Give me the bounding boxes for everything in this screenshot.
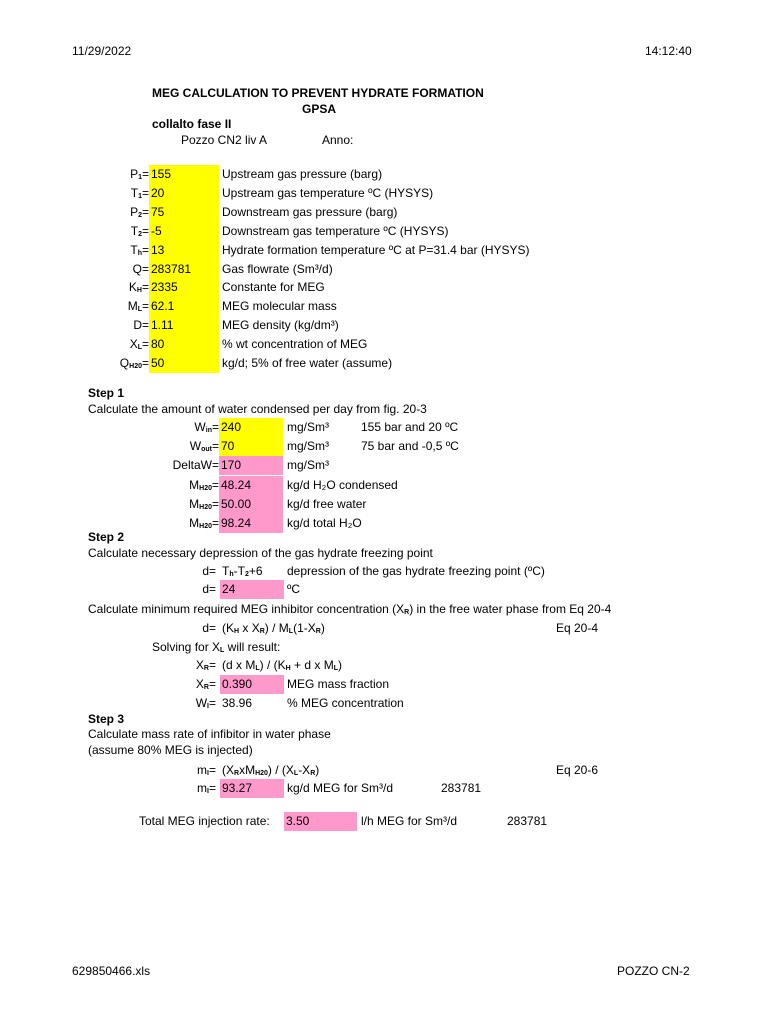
wi-label: $W_I=$ — [195, 696, 216, 710]
param-value: 75 — [149, 203, 219, 222]
step1-condition: 75 bar and -0,5 ºC — [361, 439, 459, 453]
step1-label: $W_{in}=$ — [194, 420, 219, 434]
d-formula: $T_h-T_2+6$ — [222, 564, 263, 578]
param-label: $X_L=$ — [129, 337, 149, 351]
d-result-unit: ºC — [287, 582, 301, 596]
mi-formula: $(X_RxM_{H20}) / (X_L-X_R)$ — [222, 763, 320, 777]
xr-result-value: 0.390 — [220, 675, 284, 694]
step1-label: DeltaW= — [172, 458, 219, 472]
param-label: $T_1=$ — [130, 186, 149, 200]
project-name: collalto fase II — [152, 117, 232, 131]
step1-title: Step 1 — [88, 386, 125, 400]
print-time: 14:12:40 — [645, 44, 692, 58]
param-label: $T_2=$ — [130, 224, 149, 238]
param-description: % wt concentration of MEG — [222, 337, 368, 351]
step1-label: $M_{H20}=$ — [189, 478, 219, 492]
page-subtitle: GPSA — [302, 102, 337, 116]
print-date: 11/29/2022 — [72, 44, 132, 58]
param-description: MEG density (kg/dm³) — [222, 318, 339, 332]
xr-result-label: $X_R=$ — [195, 677, 216, 691]
footer-sheet-name: POZZO CN-2 — [617, 964, 690, 978]
param-label: $Q_{H20}=$ — [119, 356, 149, 370]
total-injection-value: 3.50 — [284, 812, 357, 831]
well-name: Pozzo CN2 liv A — [181, 133, 268, 147]
mi-result-value: 93.27 — [220, 779, 284, 798]
step3-text2: (assume 80% MEG is injected) — [88, 743, 253, 757]
param-value: 283781 — [149, 260, 219, 279]
param-description: MEG molecular mass — [222, 299, 337, 313]
eq-d-label: d= — [202, 621, 216, 635]
param-description: Constante for MEG — [222, 280, 325, 294]
mi-result-label: $m_I=$ — [197, 781, 216, 795]
param-value: 13 — [149, 241, 219, 260]
param-description: Gas flowrate (Sm³/d) — [222, 262, 333, 276]
param-description: Downstream gas temperature ºC (HYSYS) — [222, 224, 449, 238]
step1-unit: mg/Sm³ — [287, 439, 329, 453]
step2-title: Step 2 — [88, 530, 125, 544]
step1-unit: kg/d free water — [287, 497, 367, 511]
param-value: 1.11 — [149, 316, 219, 335]
page-title: MEG CALCULATION TO PREVENT HYDRATE FORMATION — [152, 86, 484, 100]
param-value: 2335 — [149, 278, 219, 297]
footer-filename: 629850466.xls — [72, 964, 151, 978]
step1-label: $M_{H20}=$ — [189, 516, 219, 530]
wi-value: 38.96 — [222, 696, 253, 710]
d-formula-desc: depression of the gas hydrate freezing point (ºC) — [287, 564, 545, 578]
step1-label: $W_{out}=$ — [189, 439, 219, 453]
step1-value: 48.24 — [219, 476, 283, 495]
step1-unit: kg/d total H₂O — [287, 516, 362, 530]
step1-value: 98.24 — [219, 514, 283, 533]
total-injection-label: Total MEG injection rate: — [139, 814, 270, 828]
param-label: D= — [133, 318, 149, 332]
xr-formula: (d x $M_L) / (K_H + d$ x $M_L$) — [222, 658, 342, 672]
step1-unit: kg/d H₂O condensed — [287, 478, 398, 492]
param-label: $K_H=$ — [128, 280, 149, 294]
param-value: 20 — [149, 184, 219, 203]
step1-value: 240 — [219, 418, 283, 437]
step3-text: Calculate mass rate of infibitor in water phase — [88, 727, 331, 741]
mi-result-unit: kg/d MEG for Sm³/d — [287, 781, 394, 795]
step2-text2: Calculate minimum required MEG inhibitor concentration $(X_R)$ in the free water phase from Eq 20-4 — [88, 602, 612, 616]
param-label: $M_L=$ — [127, 299, 149, 313]
param-description: Upstream gas temperature ºC (HYSYS) — [222, 186, 434, 200]
d-result-value: 24 — [220, 580, 284, 599]
param-value: 80 — [149, 335, 219, 354]
step3-title: Step 3 — [88, 712, 125, 726]
param-description: kg/d; 5% of free water (assume) — [222, 356, 393, 370]
param-value: -5 — [149, 222, 219, 241]
wi-unit: % MEG concentration — [287, 696, 404, 710]
param-value: 62.1 — [149, 297, 219, 316]
param-description: Hydrate formation temperature ºC at P=31.4 bar (HYSYS) — [222, 243, 530, 257]
param-label: $P_2=$ — [130, 205, 149, 219]
eq-20-4-label: Eq 20-4 — [556, 621, 599, 635]
param-description: Upstream gas pressure (barg) — [222, 167, 383, 181]
step1-condition: 155 bar and 20 ºC — [361, 420, 459, 434]
d-result-label: d= — [202, 582, 216, 596]
param-label: Q= — [132, 262, 149, 276]
step1-value: 70 — [219, 437, 283, 456]
param-label: $P_1=$ — [130, 167, 149, 181]
solving-text: Solving for $X_L$ will result: — [152, 640, 281, 654]
step1-text: Calculate the amount of water condensed per day from fig. 20-3 — [88, 402, 427, 416]
eq-20-6-label: Eq 20-6 — [556, 763, 599, 777]
total-injection-flowrate: 283781 — [507, 814, 548, 828]
mi-flowrate: 283781 — [441, 781, 482, 795]
year-label: Anno: — [322, 133, 354, 147]
xr-formula-label: $X_R=$ — [195, 658, 216, 672]
step1-unit: mg/Sm³ — [287, 458, 329, 472]
total-injection-unit: l/h MEG for Sm³/d — [361, 814, 458, 828]
d-label: d= — [202, 564, 216, 578]
xr-result-unit: MEG mass fraction — [287, 677, 390, 691]
mi-formula-label: $m_I=$ — [197, 763, 216, 777]
param-value: 155 — [149, 165, 219, 184]
step1-value: 50.00 — [219, 495, 283, 514]
step1-label: $M_{H20}=$ — [189, 497, 219, 511]
step2-text: Calculate necessary depression of the gas hydrate freezing point — [88, 546, 433, 560]
param-description: Downstream gas pressure (barg) — [222, 205, 398, 219]
param-value: 50 — [149, 354, 219, 373]
eq-d-formula: ($K_H$ x $X_R) / M_L(1-X_R)$ — [222, 621, 325, 635]
step1-unit: mg/Sm³ — [287, 420, 329, 434]
param-label: $T_h=$ — [130, 243, 149, 257]
step1-value: 170 — [219, 456, 283, 475]
